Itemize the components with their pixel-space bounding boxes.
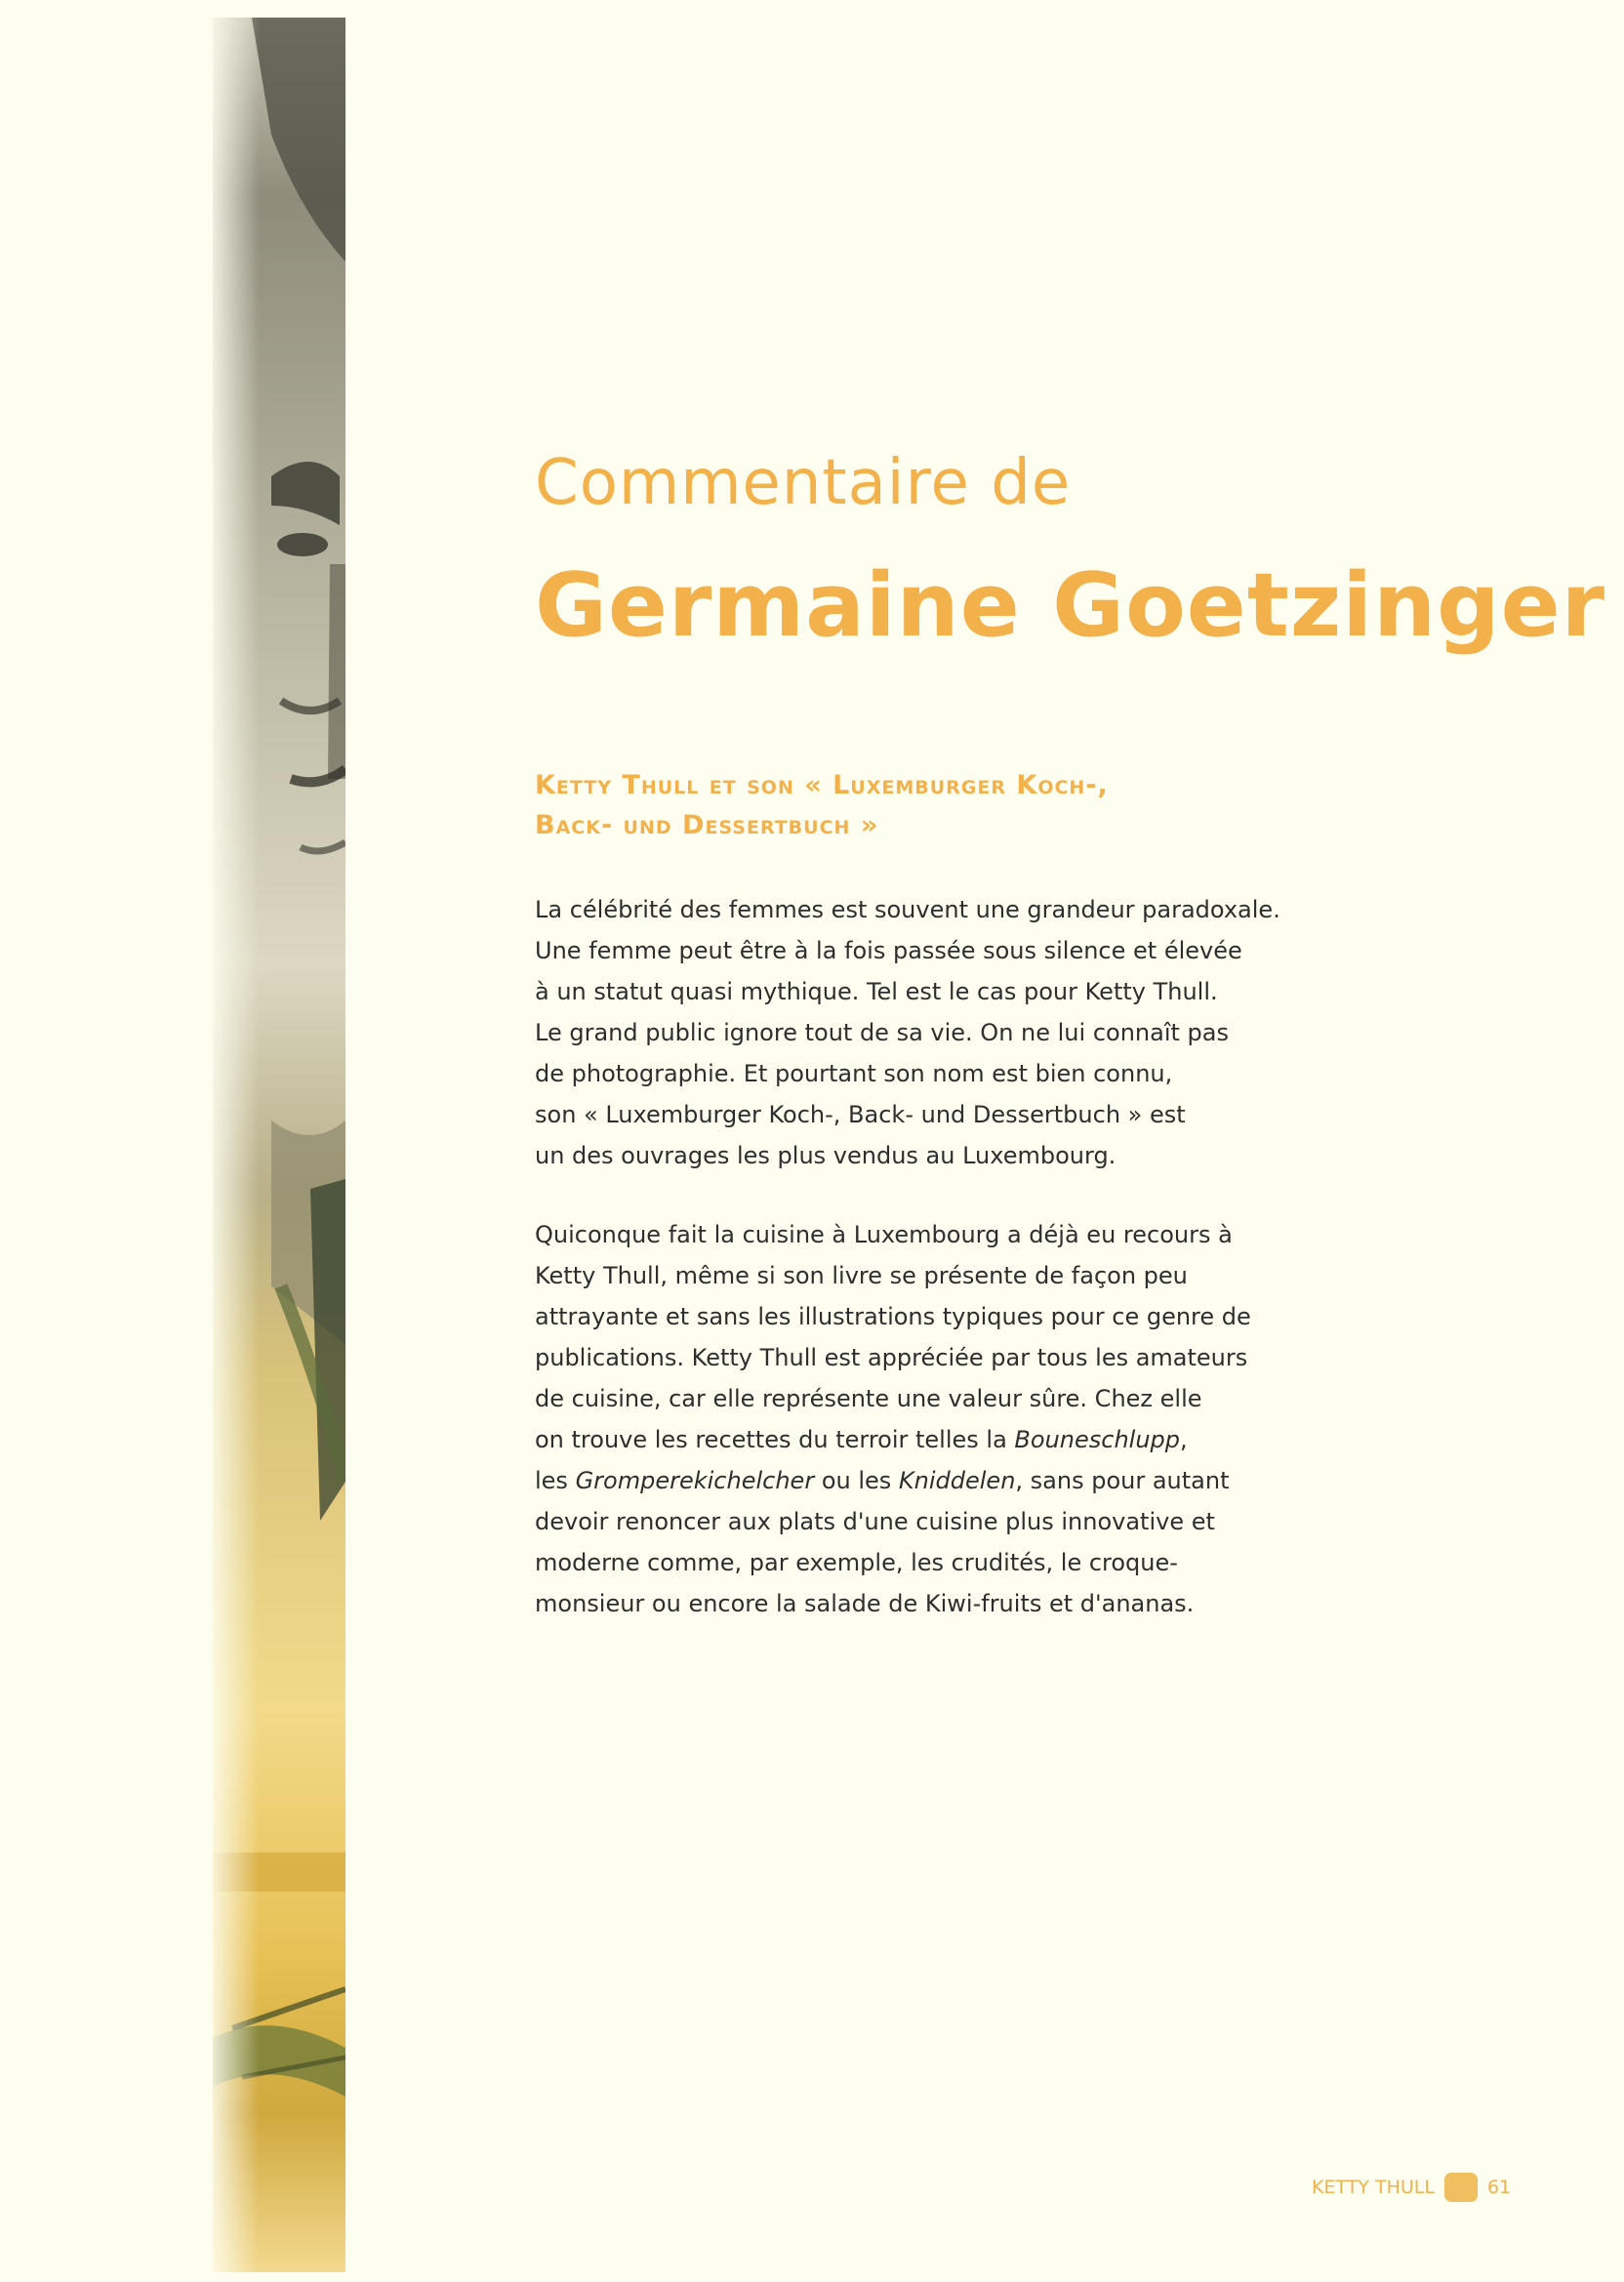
portrait-photo-strip xyxy=(213,18,345,2272)
paragraph-1-line: un des ouvrages les plus vendus au Luxembourg. xyxy=(535,1142,1116,1169)
paragraph-2-line: Quiconque fait la cuisine à Luxembourg a déjà eu recours à xyxy=(535,1221,1233,1248)
text-run: ou les xyxy=(814,1467,899,1494)
running-footer-title: KETTY THULL xyxy=(1312,2177,1435,2198)
text-run: on trouve les recettes du terroir telles la xyxy=(535,1426,1015,1453)
paragraph-2-line: de cuisine, car elle représente une valeur sûre. Chez elle xyxy=(535,1385,1202,1412)
paragraph-2-line: Ketty Thull, même si son livre se présente de façon peu xyxy=(535,1262,1188,1289)
dish-name-bouneschlupp: Bouneschlupp xyxy=(1014,1426,1181,1453)
page-number: 61 xyxy=(1486,2177,1512,2198)
text-run: , xyxy=(1180,1426,1188,1453)
heading-author-name: Germaine Goetzinger xyxy=(535,554,1606,657)
footer-square-icon xyxy=(1444,2173,1478,2202)
paragraph-2-line: devoir renoncer aux plats d'une cuisine plus innovative et xyxy=(535,1508,1215,1535)
paragraph-2-line: publications. Ketty Thull est appréciée par tous les amateurs xyxy=(535,1344,1248,1371)
paragraph-1-line: Le grand public ignore tout de sa vie. On ne lui connaît pas xyxy=(535,1019,1229,1046)
dish-name-gromperekichelcher: Gromperekichelcher xyxy=(575,1467,815,1494)
paragraph-1-line: Une femme peut être à la fois passée sous silence et élevée xyxy=(535,937,1242,964)
subheading-line-1: Ketty Thull et son « Luxemburger Koch-, xyxy=(535,770,1109,800)
paragraph-1-line: à un statut quasi mythique. Tel est le cas pour Ketty Thull. xyxy=(535,978,1218,1005)
paragraph-2-line: moderne comme, par exemple, les crudités, le croque- xyxy=(535,1549,1178,1576)
paragraph-2-line xyxy=(535,1419,1325,1460)
paragraph-1-line: La célébrité des femmes est souvent une grandeur paradoxale. xyxy=(535,896,1280,923)
text-run: les xyxy=(535,1467,576,1494)
section-subheading xyxy=(535,765,1335,845)
subheading-line-2: Back- und Dessertbuch » xyxy=(535,810,879,840)
page-footer xyxy=(1312,2173,1511,2202)
paragraph-2 xyxy=(535,1214,1325,1624)
dish-name-kniddelen: Kniddelen xyxy=(898,1467,1016,1494)
paragraph-2-line: monsieur ou encore la salade de Kiwi-fruits et d'ananas. xyxy=(535,1590,1195,1617)
paragraph-1-line: de photographie. Et pourtant son nom est bien connu, xyxy=(535,1060,1173,1087)
paragraph-2-line: attrayante et sans les illustrations typiques pour ce genre de xyxy=(535,1303,1251,1330)
heading-line-1: Commentaire de xyxy=(535,447,1072,519)
paragraph-1-line: son « Luxemburger Koch-, Back- und Dessertbuch » est xyxy=(535,1101,1186,1128)
paragraph-2-line xyxy=(535,1460,1325,1501)
text-run: , sans pour autant xyxy=(1015,1467,1230,1494)
paragraph-1 xyxy=(535,889,1325,1176)
